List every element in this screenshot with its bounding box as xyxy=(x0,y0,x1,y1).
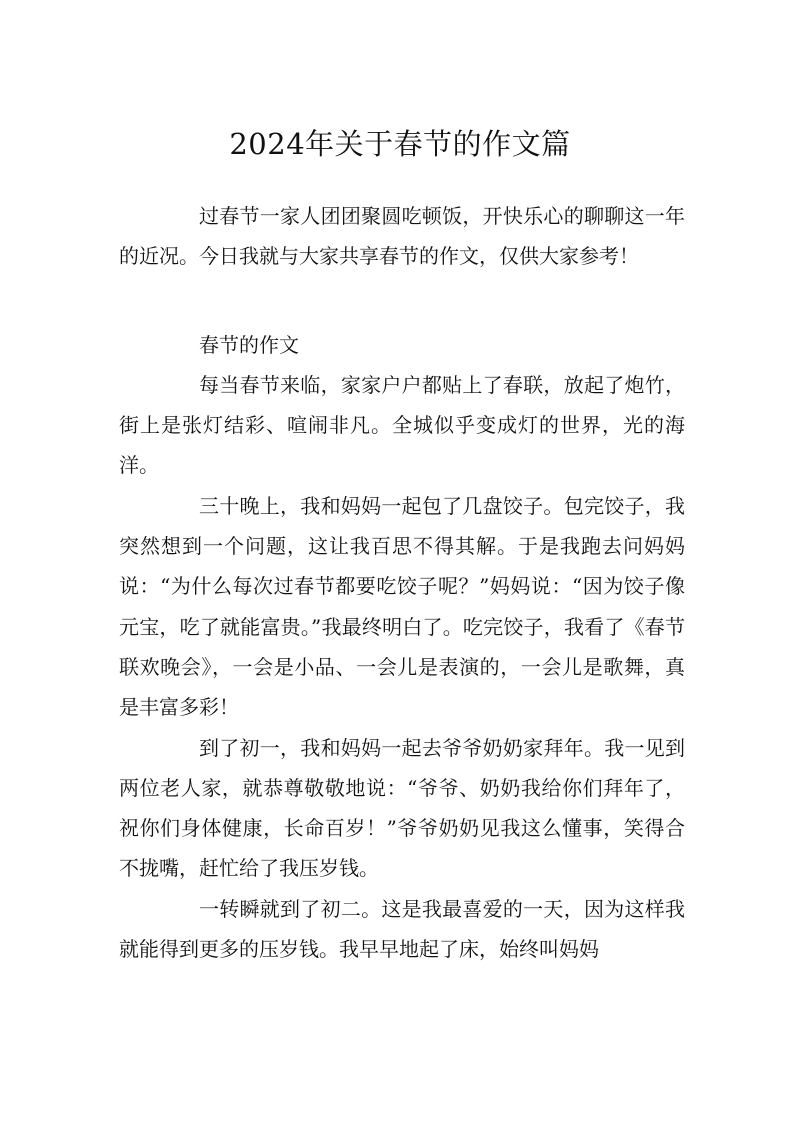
section-heading: 春节的作文 xyxy=(199,332,299,357)
body-paragraph-4: 一转瞬就到了初二。这是我最喜爱的一天，因为这样我就能得到更多的压岁钱。我早早地起了床，始终叫妈妈 xyxy=(119,896,685,962)
body-paragraph-3: 到了初一，我和妈妈一起去爷爷奶奶家拜年。我一见到两位老人家，就恭尊敬敬地说：“爷爷、奶奶我给你们拜年了，祝你们身体健康，长命百岁！”爷爷奶奶见我这么懂事，笑得合不拢嘴，赶忙给了我压岁钱。 xyxy=(119,735,685,881)
body-paragraph-1: 每当春节来临，家家户户都贴上了春联，放起了炮竹，街上是张灯结彩、喧闹非凡。全城似乎变成灯的世界，光的海洋。 xyxy=(119,372,685,478)
document-title: 2024年关于春节的作文篇 xyxy=(229,127,571,161)
document-body xyxy=(119,196,685,969)
paragraph-spacer xyxy=(119,277,685,325)
intro-paragraph: 过春节一家人团团聚圆吃顿饭，开快乐心的聊聊这一年的近况。今日我就与大家共享春节的作文，仅供大家参考！ xyxy=(119,204,685,269)
body-paragraph-2: 三十晚上，我和妈妈一起包了几盘饺子。包完饺子，我突然想到一个问题，这让我百思不得其解。于是我跑去问妈妈说：“为什么每次过春节都要吃饺子呢？”妈妈说：“因为饺子像元宝，吃了就能富贵。”我最终明白了。吃完饺子，我看了《春节联欢晚会》，一会是小品、一会儿是表演的，一会儿是歌舞，真是丰富多彩！ xyxy=(119,493,685,720)
